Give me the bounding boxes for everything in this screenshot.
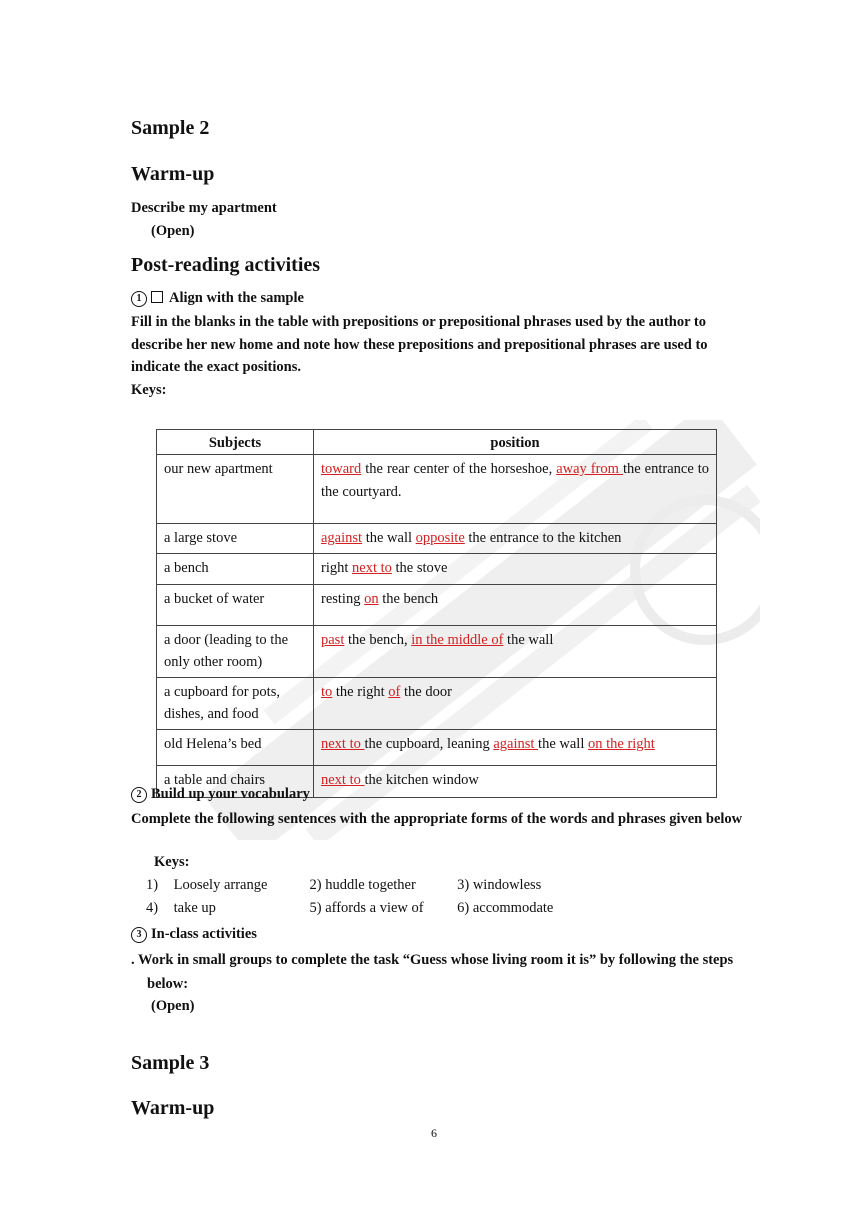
vocab-row (146, 897, 586, 920)
position-text: resting (321, 590, 365, 607)
position-text: the bench (378, 590, 439, 607)
position-text: the kitchen window (364, 771, 479, 788)
header-subjects: Subjects (157, 430, 314, 455)
answer-text: next to (321, 771, 365, 788)
table-row (157, 524, 717, 554)
subject-cell: a door (leading to the only other room) (157, 625, 314, 677)
position-cell (314, 455, 717, 524)
activity1-label: Align with the sample (169, 290, 304, 306)
subject-cell: our new apartment (157, 455, 314, 524)
activity3-instructions (131, 948, 741, 996)
answer-text: past (321, 631, 345, 648)
answer-text: away from (556, 461, 623, 477)
activity3-title (131, 926, 257, 943)
answer-text: against (493, 735, 539, 752)
vocab-answer: 6) accommodate (457, 900, 554, 916)
answer-text: next to (321, 735, 365, 752)
activity3-label: In-class activities (151, 926, 257, 942)
circled-number-3: 3 (131, 927, 147, 943)
table-header-row (157, 430, 717, 455)
vocabulary-answers (146, 874, 586, 920)
answer-text: in the middle of (411, 631, 504, 648)
sample2-title: Sample 2 (131, 117, 210, 139)
position-text: the door (400, 683, 452, 700)
activity2-title (131, 786, 310, 803)
answer-text: against (321, 530, 363, 546)
table-row (157, 625, 717, 677)
vocab-answer: 1) (146, 877, 159, 893)
vocab-answer: take up (173, 900, 216, 916)
circled-number-1: 1 (131, 291, 147, 307)
answer-text: of (388, 683, 401, 700)
warmup-task: Describe my apartment (131, 200, 277, 216)
sample3-warmup-heading: Warm-up (131, 1097, 215, 1119)
activity3-instructions-text: . Work in small groups to complete the task “Guess whose living room it is” by following the steps below: (131, 952, 734, 992)
position-text: the bench, (344, 631, 412, 648)
answer-text: on (364, 590, 379, 607)
vocab-row (146, 874, 586, 897)
checkbox-icon (151, 291, 163, 303)
table-row (157, 455, 717, 524)
answer-text: opposite (415, 530, 465, 546)
table-row (157, 553, 717, 584)
position-cell (314, 729, 717, 765)
activity3-answer: (Open) (151, 998, 195, 1014)
position-text: the wall (503, 631, 554, 648)
vocab-answer: 5) affords a view of (309, 900, 424, 916)
activity1-title (131, 290, 304, 307)
position-text: the entrance to the courtyard. (321, 461, 710, 500)
position-text: the stove (391, 559, 448, 576)
activity2-instructions (131, 808, 751, 831)
subject-cell: a large stove (157, 524, 314, 554)
table-body (157, 455, 717, 798)
table-row (157, 729, 717, 765)
page-number: 6 (431, 1126, 437, 1140)
position-text: the right (332, 683, 389, 700)
warmup-answer: (Open) (151, 223, 195, 239)
position-text: the entrance to the kitchen (464, 530, 622, 546)
position-cell (314, 765, 717, 797)
subject-cell: a bucket of water (157, 584, 314, 625)
position-cell (314, 584, 717, 625)
vocab-answer: Loosely arrange (173, 877, 268, 893)
table-row (157, 677, 717, 729)
subject-cell: old Helena’s bed (157, 729, 314, 765)
post-reading-heading: Post-reading activities (131, 254, 321, 276)
position-text: the wall (538, 735, 588, 752)
activity1-instructions: Fill in the blanks in the table with prepositions or prepositional phrases used by the author to describe her new home and note how these prepositions and prepositional phrases are used to indicate the exact positions. (131, 314, 708, 375)
activity1-keys-label: Keys: (131, 382, 167, 398)
subject-cell: a table and chairs (157, 765, 314, 797)
warmup-heading: Warm-up (131, 163, 215, 185)
circled-number-2: 2 (131, 787, 147, 803)
activity2-keys-label: Keys: (154, 854, 190, 870)
header-position: position (314, 430, 717, 455)
vocab-answer: 3) windowless (457, 877, 542, 893)
answer-text: to (321, 683, 333, 700)
answer-text: on the right (587, 735, 655, 752)
table-row (157, 584, 717, 625)
position-cell (314, 625, 717, 677)
vocab-answer: 4) (146, 900, 159, 916)
activity2-instructions-text: Complete the following sentences with the appropriate forms of the words and phrases given below (131, 811, 743, 827)
activity2-label: Build up your vocabulary (151, 786, 310, 802)
position-text: the wall (362, 530, 416, 546)
position-text: the rear center of the horseshoe, (361, 461, 557, 477)
sample3-title: Sample 3 (131, 1052, 210, 1074)
subject-cell: a cupboard for pots, dishes, and food (157, 677, 314, 729)
position-cell (314, 524, 717, 554)
answer-text: next to (352, 559, 392, 576)
position-cell (314, 677, 717, 729)
position-cell (314, 553, 717, 584)
positions-table (156, 429, 717, 798)
answer-text: toward (321, 461, 362, 477)
position-text: the cupboard, leaning (364, 735, 494, 752)
subject-cell: a bench (157, 553, 314, 584)
vocab-answer: 2) huddle together (309, 877, 416, 893)
position-text: right (321, 559, 353, 576)
